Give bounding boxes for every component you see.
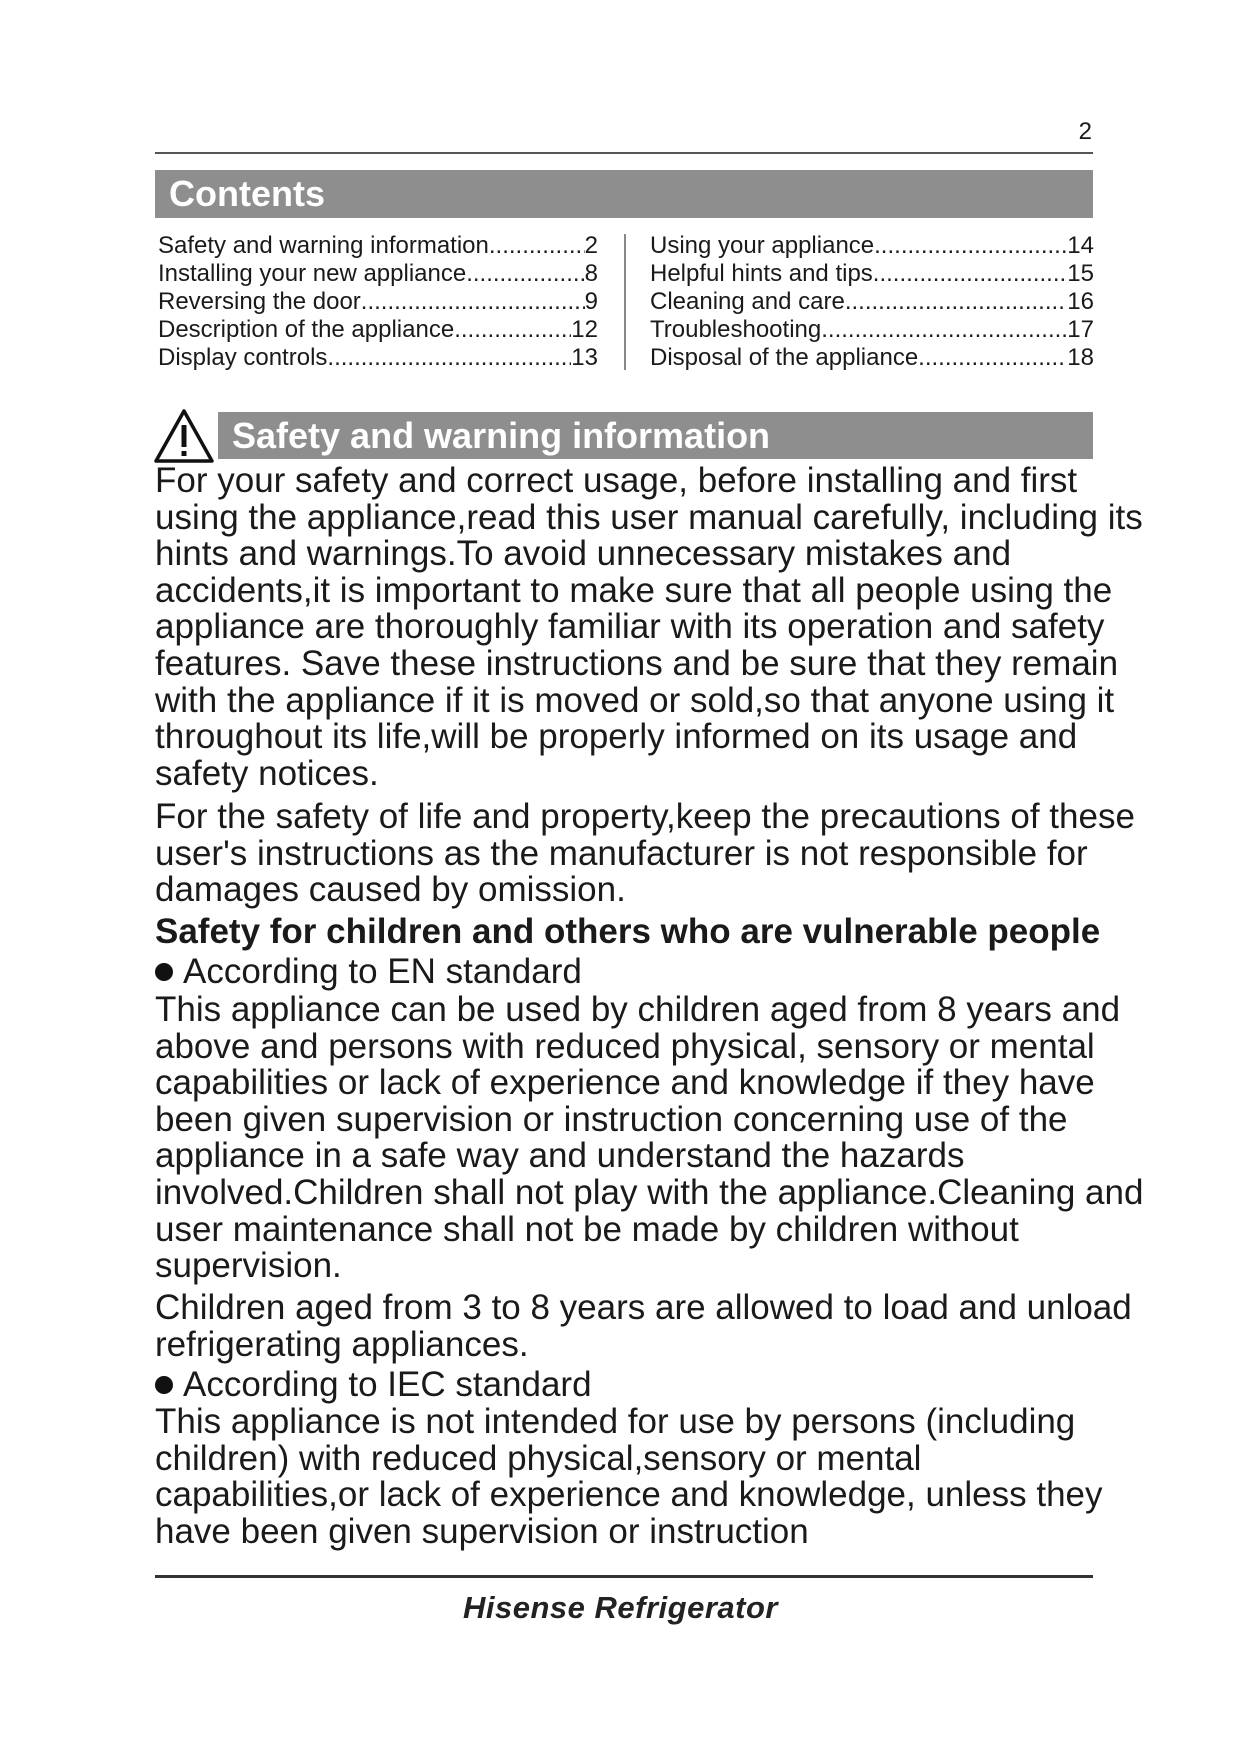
iec-standard-paragraph: This appliance is not intended for use by persons (including children) with reduced physical,sensory or mental capabilities,or lack of experience and knowledge, unless they have been given supervision or instruction <box>155 1402 1103 1551</box>
bottom-rule <box>155 1575 1093 1578</box>
toc-entry-title: Cleaning and care <box>650 288 845 315</box>
toc-entry[interactable] <box>650 288 1094 316</box>
toc-entry-title: Helpful hints and tips <box>650 260 873 287</box>
iec-standard-bullet: According to IEC standard <box>155 1365 592 1405</box>
toc-divider <box>624 234 626 370</box>
toc-leader <box>454 316 571 344</box>
toc-entry-title: Description of the appliance <box>158 316 455 343</box>
toc-entry[interactable] <box>650 344 1094 372</box>
toc-entry[interactable] <box>650 232 1094 260</box>
en-standard-bullet: According to EN standard <box>155 952 582 992</box>
toc-entry-page: 12 <box>571 316 598 343</box>
toc-entry-title: Safety and warning information <box>158 232 489 259</box>
toc-leader <box>873 260 1068 288</box>
footer-brand: Hisense Refrigerator <box>463 1590 778 1625</box>
bullet-icon <box>155 1376 173 1394</box>
toc-entry-title: Installing your new appliance <box>158 260 467 287</box>
en-standard-paragraph: This appliance can be used by children aged from 8 years and above and persons with reduced physical, sensory or mental capabilities or lack of experience and knowledge if they have been given supervision or instruction concerning use of the appliance in a safe way and understand the hazards involved.Children shall not play with the appliance.Cleaning and user maintenance shall not be made by children without supervision. <box>155 990 1144 1286</box>
toc-entry-title: Disposal of the appliance <box>650 344 919 371</box>
toc-left-column <box>158 232 598 372</box>
toc-entry[interactable] <box>158 232 598 260</box>
safety-intro-paragraph: For your safety and correct usage, before installing and first using the appliance,read this user manual carefully, including its hints and warnings.To avoid unnecessary mistakes and accidents,it is important to make sure that all people using the appliance are thoroughly familiar with its operation and safety features. Save these instructions and be sure that they remain with the appliance if it is moved or sold,so that anyone using it throughout its life,will be properly informed on its usage and safety notices. <box>155 461 1143 793</box>
toc-entry[interactable] <box>158 288 598 316</box>
toc-entry-page: 8 <box>584 260 598 287</box>
toc-right-column <box>650 232 1094 372</box>
toc-entry-title: Reversing the door <box>158 288 361 315</box>
toc-leader <box>845 288 1067 316</box>
toc-entry[interactable] <box>158 316 598 344</box>
toc-leader <box>821 316 1067 344</box>
top-rule <box>155 152 1093 154</box>
warning-triangle-icon <box>153 408 215 464</box>
toc-entry-page: 17 <box>1067 316 1094 343</box>
property-paragraph: For the safety of life and property,keep the precautions of these user's instructions as the manufacturer is not responsible for damages caused by omission. <box>155 797 1135 910</box>
toc-entry-title: Display controls <box>158 344 328 371</box>
children-load-paragraph: Children aged from 3 to 8 years are allowed to load and unload refrigerating appliances. <box>155 1288 1132 1364</box>
toc-leader <box>361 288 585 316</box>
toc-entry[interactable] <box>158 260 598 288</box>
toc-entry-page: 9 <box>584 288 598 315</box>
toc-entry-page: 16 <box>1067 288 1094 315</box>
toc-entry-page: 2 <box>584 232 598 259</box>
toc-entry[interactable] <box>650 316 1094 344</box>
toc-entry[interactable] <box>158 344 598 372</box>
toc-entry-page: 15 <box>1067 260 1094 287</box>
toc-entry-page: 13 <box>571 344 598 371</box>
bullet-icon <box>155 963 173 981</box>
toc-leader <box>466 260 584 288</box>
page-number: 2 <box>1078 118 1092 145</box>
toc-entry[interactable] <box>650 260 1094 288</box>
toc-entry-title: Troubleshooting <box>650 316 822 343</box>
toc-entry-page: 18 <box>1067 344 1094 371</box>
toc-entry-title: Using your appliance <box>650 232 875 259</box>
toc-leader <box>918 344 1067 372</box>
safety-heading: Safety and warning information <box>218 412 1093 459</box>
toc-leader <box>327 344 571 372</box>
toc-leader <box>874 232 1067 260</box>
children-safety-heading: Safety for children and others who are vulnerable people <box>155 912 1101 951</box>
toc-leader <box>489 232 585 260</box>
contents-heading: Contents <box>155 170 1093 218</box>
toc-entry-page: 14 <box>1067 232 1094 259</box>
